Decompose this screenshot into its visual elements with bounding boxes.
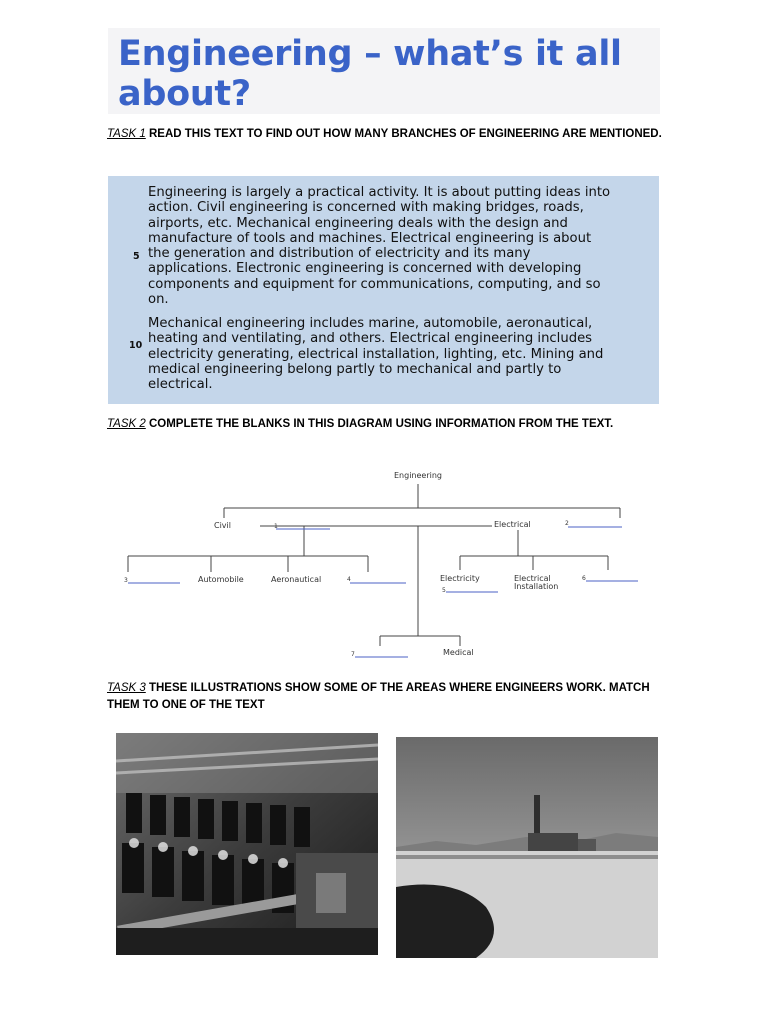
line-number-10: 10 [129,340,143,351]
node-electricity: Electricity [440,574,480,583]
reading-line: Engineering is largely a practical activity. It is about putting ideas into [148,185,611,200]
reading-line: electricity generating, electrical installation, lighting, etc. Mining and [148,346,604,362]
answer-blanks [128,527,638,657]
task1-label: TASK 1 [107,128,146,140]
reading-paragraph-1 [148,185,646,307]
task1-instruction [107,126,667,143]
blank-6-number: 6 [582,575,586,582]
reading-line: heating and ventilating, and others. Electrical engineering includes [148,331,593,347]
reading-line: manufacture of tools and machines. Electrical engineering is about [148,230,592,246]
power-station-illustration [396,737,658,958]
node-electrical-installation: Electrical [514,574,551,583]
page-title: Engineering – what’s it all about? [118,34,622,114]
reading-line: on. [148,292,169,308]
task3-text: THESE ILLUSTRATIONS SHOW SOME OF THE AREAS WHERE ENGINEERS WORK. MATCH THEM TO ONE OF THE TEXT [107,682,650,711]
reading-text-box [108,176,659,404]
reading-line: Mechanical engineering includes marine, automobile, aeronautical, [148,316,593,331]
node-electrical-installation-line2: Installation [514,582,559,591]
reading-line: electrical. [148,377,213,393]
task2-label: TASK 2 [107,418,146,430]
node-automobile: Automobile [198,575,244,584]
node-engineering: Engineering [394,471,442,480]
node-aeronautical: Aeronautical [271,575,322,584]
node-civil: Civil [214,521,231,530]
task2-text: COMPLETE THE BLANKS IN THIS DIAGRAM USING INFORMATION FROM THE TEXT. [145,418,614,430]
engineering-tree-diagram [108,462,659,668]
reading-paragraph-2 [148,316,646,392]
blank-3-number: 3 [124,577,128,584]
node-medical: Medical [443,648,474,657]
blank-7-number: 7 [351,651,355,658]
blank-2-number: 2 [565,520,569,527]
reading-line: components and equipment for communications, computing, and so [148,276,601,292]
task1-text: READ THIS TEXT TO FIND OUT HOW MANY BRANCHES OF ENGINEERING ARE MENTIONED. [145,128,662,140]
reading-line: medical engineering belong partly to mechanical and partly to [148,361,562,377]
task3-label: TASK 3 [107,682,146,694]
bottling-factory-photo [116,733,378,955]
line-number-5: 5 [133,251,140,262]
reading-line: applications. Electronic engineering is concerned with developing [148,261,582,277]
blank-1-number: 1 [274,523,278,530]
task2-instruction [107,416,667,433]
reading-line: the generation and distribution of electricity and its many [148,246,531,262]
diagram-svg [108,462,659,668]
reading-line: action. Civil engineering is concerned with making bridges, roads, [148,200,584,216]
power-station-photo [396,737,658,958]
blank-4-number: 4 [347,576,351,583]
task3-instruction [107,680,667,714]
reading-line: airports, etc. Mechanical engineering deals with the design and [148,215,568,231]
diagram-connectors [128,484,620,646]
blank-5-number: 5 [442,587,446,594]
node-electrical: Electrical [494,520,531,529]
factory-illustration [116,733,378,955]
